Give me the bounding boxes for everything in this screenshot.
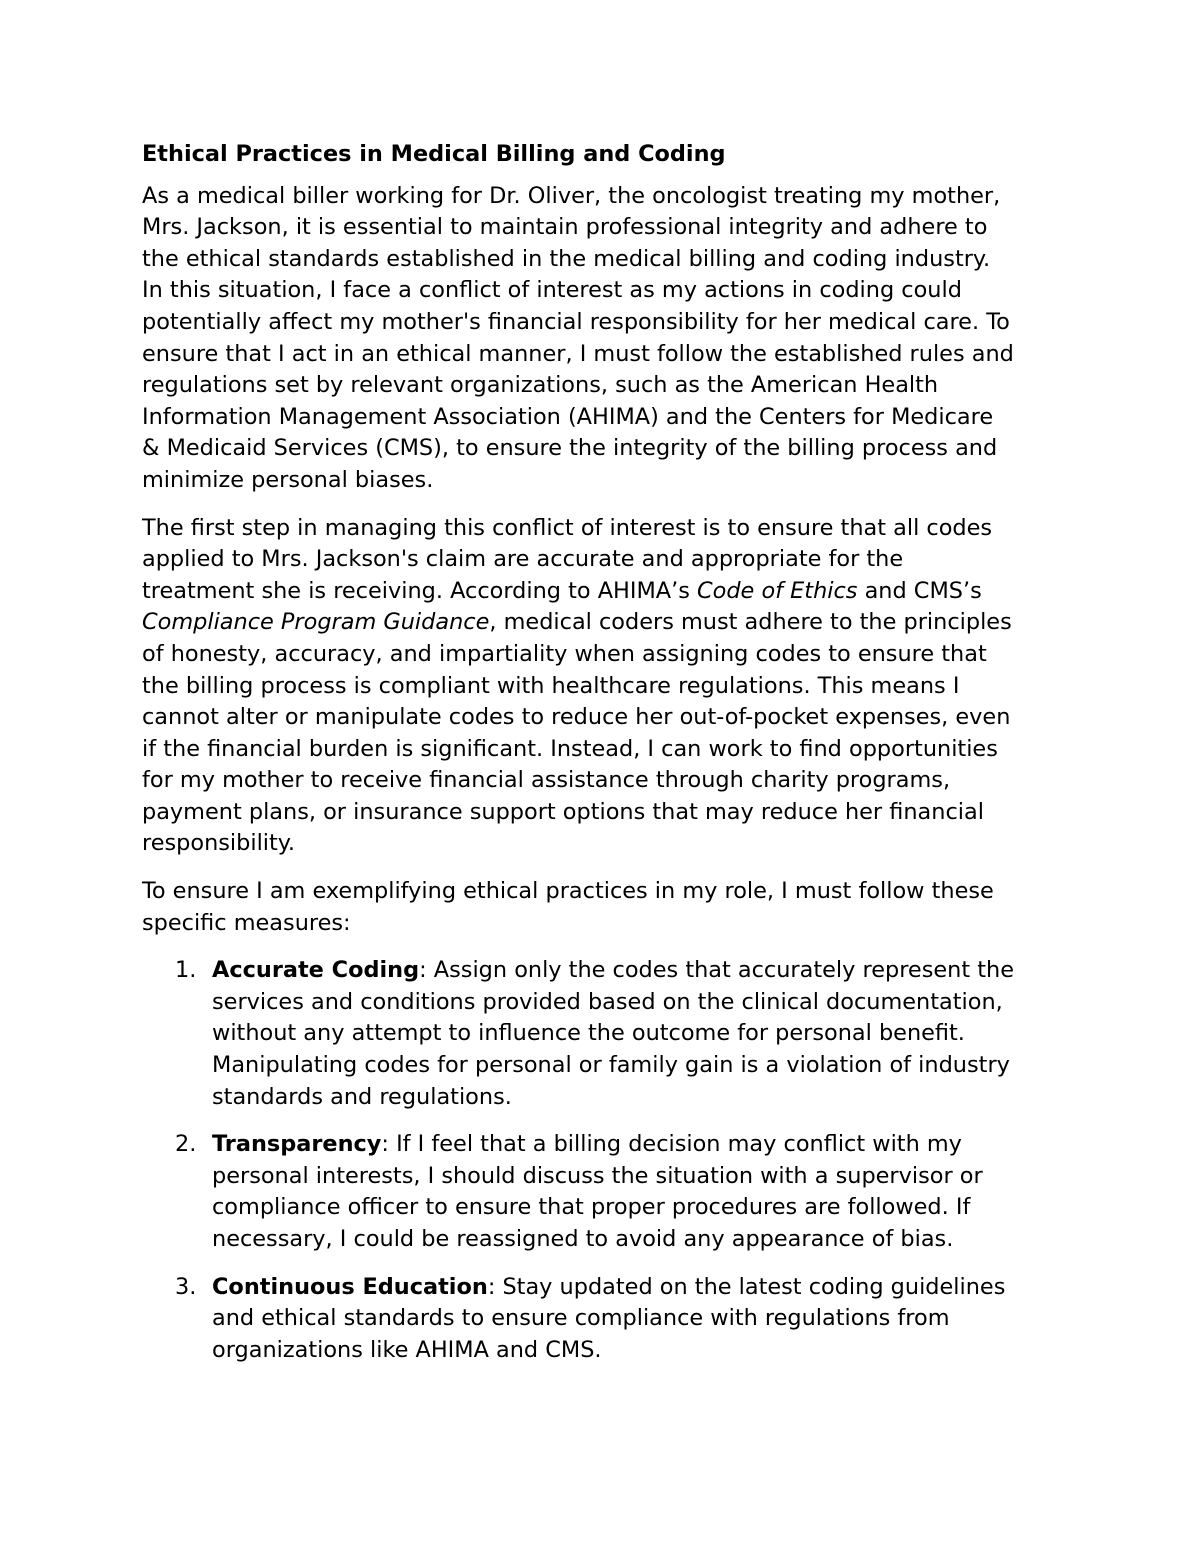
measure-term: Transparency [212,1131,382,1158]
text-line: applied to Mrs. Jackson's claim are accurate and appropriate for the [142,546,904,573]
text-line: without any attempt to influence the outcome for personal benefit. [212,1020,965,1047]
document-body [142,139,1072,1382]
document-title: Ethical Practices in Medical Billing and Coding [142,141,726,167]
text-line [212,955,1072,987]
text-line: of honesty, accuracy, and impartiality when assigning codes to ensure that [142,640,987,667]
text-line: organizations like AHIMA and CMS. [212,1336,602,1363]
text-line: compliance officer to ensure that proper procedures are followed. If [212,1194,971,1221]
text-run: treatment she is receiving. According to AHIMA’s [142,577,697,604]
paragraph-measures-intro [142,876,1072,939]
text-line: personal interests, I should discuss the situation with a supervisor or [212,1162,983,1189]
text-line: The first step in managing this conflict of interest is to ensure that all codes [142,514,993,541]
text-line [142,607,1072,639]
text-line: the ethical standards established in the medical billing and coding industry. [142,245,991,272]
list-item [142,1272,1072,1367]
list-item [142,1129,1072,1255]
text-line: Mrs. Jackson, it is essential to maintain professional integrity and adhere to [142,214,988,241]
text-line [212,1272,1072,1304]
text-line: services and conditions provided based on the clinical documentation, [212,988,1003,1015]
text-line: for my mother to receive financial assistance through charity programs, [142,767,951,794]
text-line: standards and regulations. [212,1083,512,1110]
text-line: minimize personal biases. [142,466,434,493]
text-line: Manipulating codes for personal or family gain is a violation of industry [212,1052,1010,1079]
text-line: In this situation, I face a conflict of interest as my actions in coding could [142,277,962,304]
text-line: To ensure I am exemplifying ethical practices in my role, I must follow these [142,878,994,905]
text-line: Information Management Association (AHIMA) and the Centers for Medicare [142,403,994,430]
text-line: & Medicaid Services (CMS), to ensure the integrity of the billing process and [142,435,998,462]
text-line: specific measures: [142,909,351,936]
measure-term: Continuous Education [212,1273,488,1300]
italic-title-compliance-guidance: Compliance Program Guidance [142,609,490,636]
paragraph-first-step [142,513,1072,861]
list-number: 2. [175,1131,197,1158]
measure-term: Accurate Coding [212,957,420,984]
text-line: responsibility. [142,830,295,857]
text-run: and CMS’s [857,577,982,604]
text-run: , medical coders must adhere to the principles [489,609,1012,636]
text-line: if the financial burden is significant. Instead, I can work to find opportunities [142,735,998,762]
text-line: and ethical standards to ensure compliance with regulations from [212,1305,950,1332]
text-line [212,1129,1072,1161]
list-item [142,955,1072,1113]
text-line [142,576,1072,608]
paragraph-intro [142,181,1072,497]
text-line: ensure that I act in an ethical manner, I must follow the established rules and [142,340,1014,367]
measures-list [142,955,1072,1366]
italic-title-code-of-ethics: Code of Ethics [697,577,858,604]
text-line: potentially affect my mother's financial responsibility for her medical care. To [142,308,1010,335]
text-run: : Stay updated on the latest coding guidelines [487,1273,1006,1300]
text-line: As a medical biller working for Dr. Oliver, the oncologist treating my mother, [142,182,1001,209]
text-line: payment plans, or insurance support options that may reduce her financial [142,798,984,825]
text-run: : Assign only the codes that accurately represent the [419,957,1014,984]
text-line: cannot alter or manipulate codes to reduce her out-of-pocket expenses, even [142,704,1011,731]
list-number: 3. [175,1273,197,1300]
list-number: 1. [175,957,197,984]
text-line: regulations set by relevant organizations, such as the American Health [142,372,939,399]
text-line: necessary, I could be reassigned to avoid any appearance of bias. [212,1226,954,1252]
text-line: the billing process is compliant with healthcare regulations. This means I [142,672,960,699]
text-run: : If I feel that a billing decision may conflict with my [381,1131,962,1158]
